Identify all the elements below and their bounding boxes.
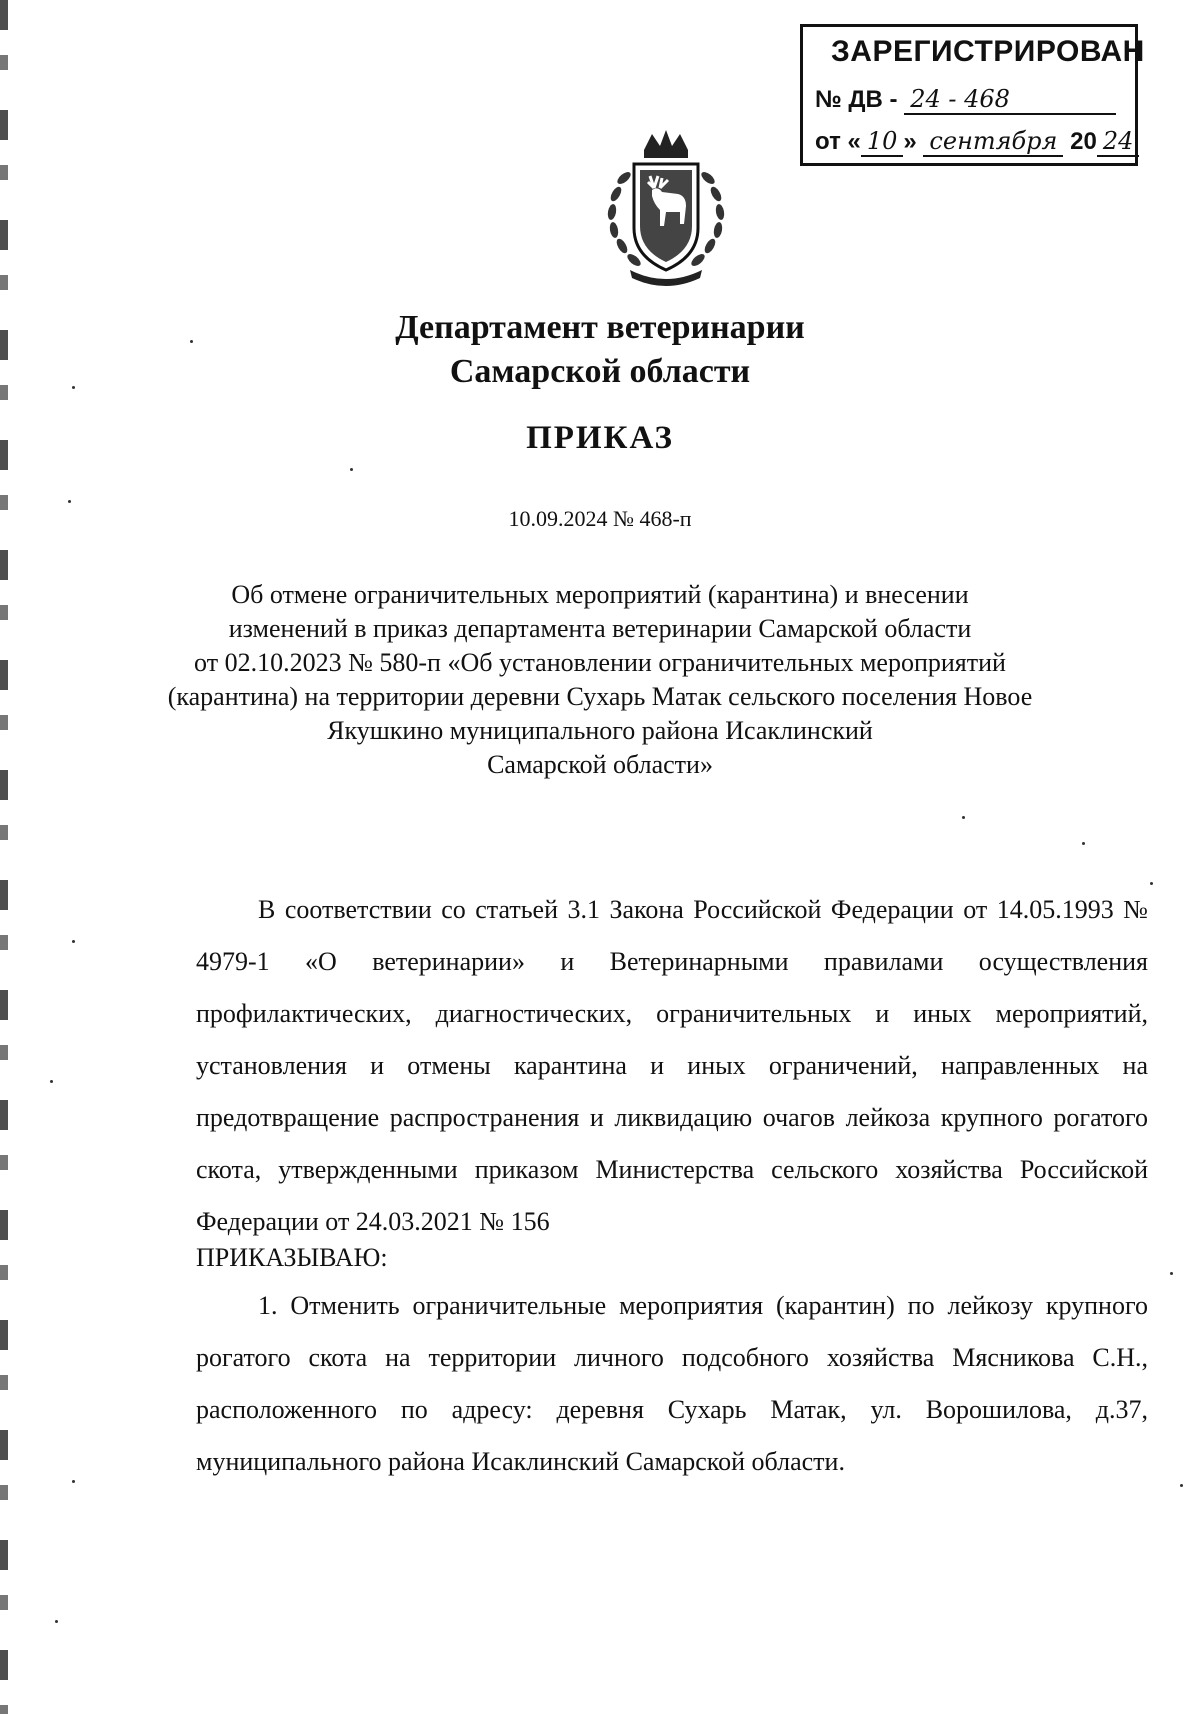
scan-speck [72,940,75,943]
registration-stamp [800,24,1145,166]
scan-speck [1170,1272,1173,1275]
department-line-1: Департамент ветеринарии [395,309,805,346]
scan-speck [1180,1484,1183,1487]
stamp-title: ЗАРЕГИСТРИРОВАН [831,35,1145,68]
stamp-date-day: 10 [861,127,904,157]
ordering-word: ПРИКАЗЫВАЮ: [196,1243,388,1272]
document-subject [0,578,1200,782]
department-line-2: Самарской области [449,353,751,390]
scan-speck [50,1080,53,1083]
stamp-date-mid: » [903,128,917,155]
stamp-number-line [815,85,1116,115]
subject-line: Якушкино муниципального района Исаклинский [327,716,873,745]
stamp-date-prefix: от « [815,128,861,155]
scan-speck [1082,842,1085,845]
coat-of-arms-icon [600,128,732,286]
scan-speck [350,468,353,471]
coat-of-arms-emblem [600,128,732,291]
stamp-date-line [815,127,1139,157]
order-item-1: 1. Отменить ограничительные мероприятия (карантин) по лейкозу крупного рогатого скота на территории личного подсобного хозяйства Мясникова С.Н., расположенного по адресу: деревня Сухарь Матак, ул. Ворошилова, д.37, муниципального района Исаклинский Самарской области. [196,1291,1148,1476]
stamp-date-month: сентября [923,127,1063,157]
stamp-date-year-suffix: 24 [1097,127,1140,157]
stamp-date-year-prefix: 20 [1070,128,1097,155]
scan-speck [72,1480,75,1483]
scan-speck [55,1620,58,1623]
scan-speck [1150,882,1153,885]
subject-line: от 02.10.2023 № 580-п «Об установлении ограничительных мероприятий [194,648,1006,677]
preamble-paragraph: В соответствии со статьей 3.1 Закона Российской Федерации от 14.05.1993 № 4979-1 «О ветеринарии» и Ветеринарными правилами осуществления профилактических, диагностических, ограничительных и иных мероприятий, установления и отмены карантина и иных ограничений, направленных на предотвращение распространения и ликвидацию очагов лейкоза крупного рогатого скота, утвержденными приказом Министерства сельского хозяйства Российской Федерации от 24.03.2021 № 156 [196,895,1148,1236]
document-date-number: 10.09.2024 № 468-п [508,506,692,531]
scan-speck [962,816,965,819]
scan-left-edge [0,0,8,1714]
subject-line: Самарской области» [487,750,713,779]
subject-line: Об отмене ограничительных мероприятий (карантина) и внесении [231,580,969,609]
subject-line: (карантина) на территории деревни Сухарь Матак сельского поселения Новое [167,682,1033,711]
stamp-number-prefix: № ДВ - [815,86,898,113]
department-name [0,306,1200,394]
document-type: ПРИКАЗ [526,420,674,456]
stamp-number-handwritten: 24 - 468 [904,85,1116,115]
scan-speck [68,500,71,503]
subject-line: изменений в приказ департамента ветеринарии Самарской области [228,614,972,643]
